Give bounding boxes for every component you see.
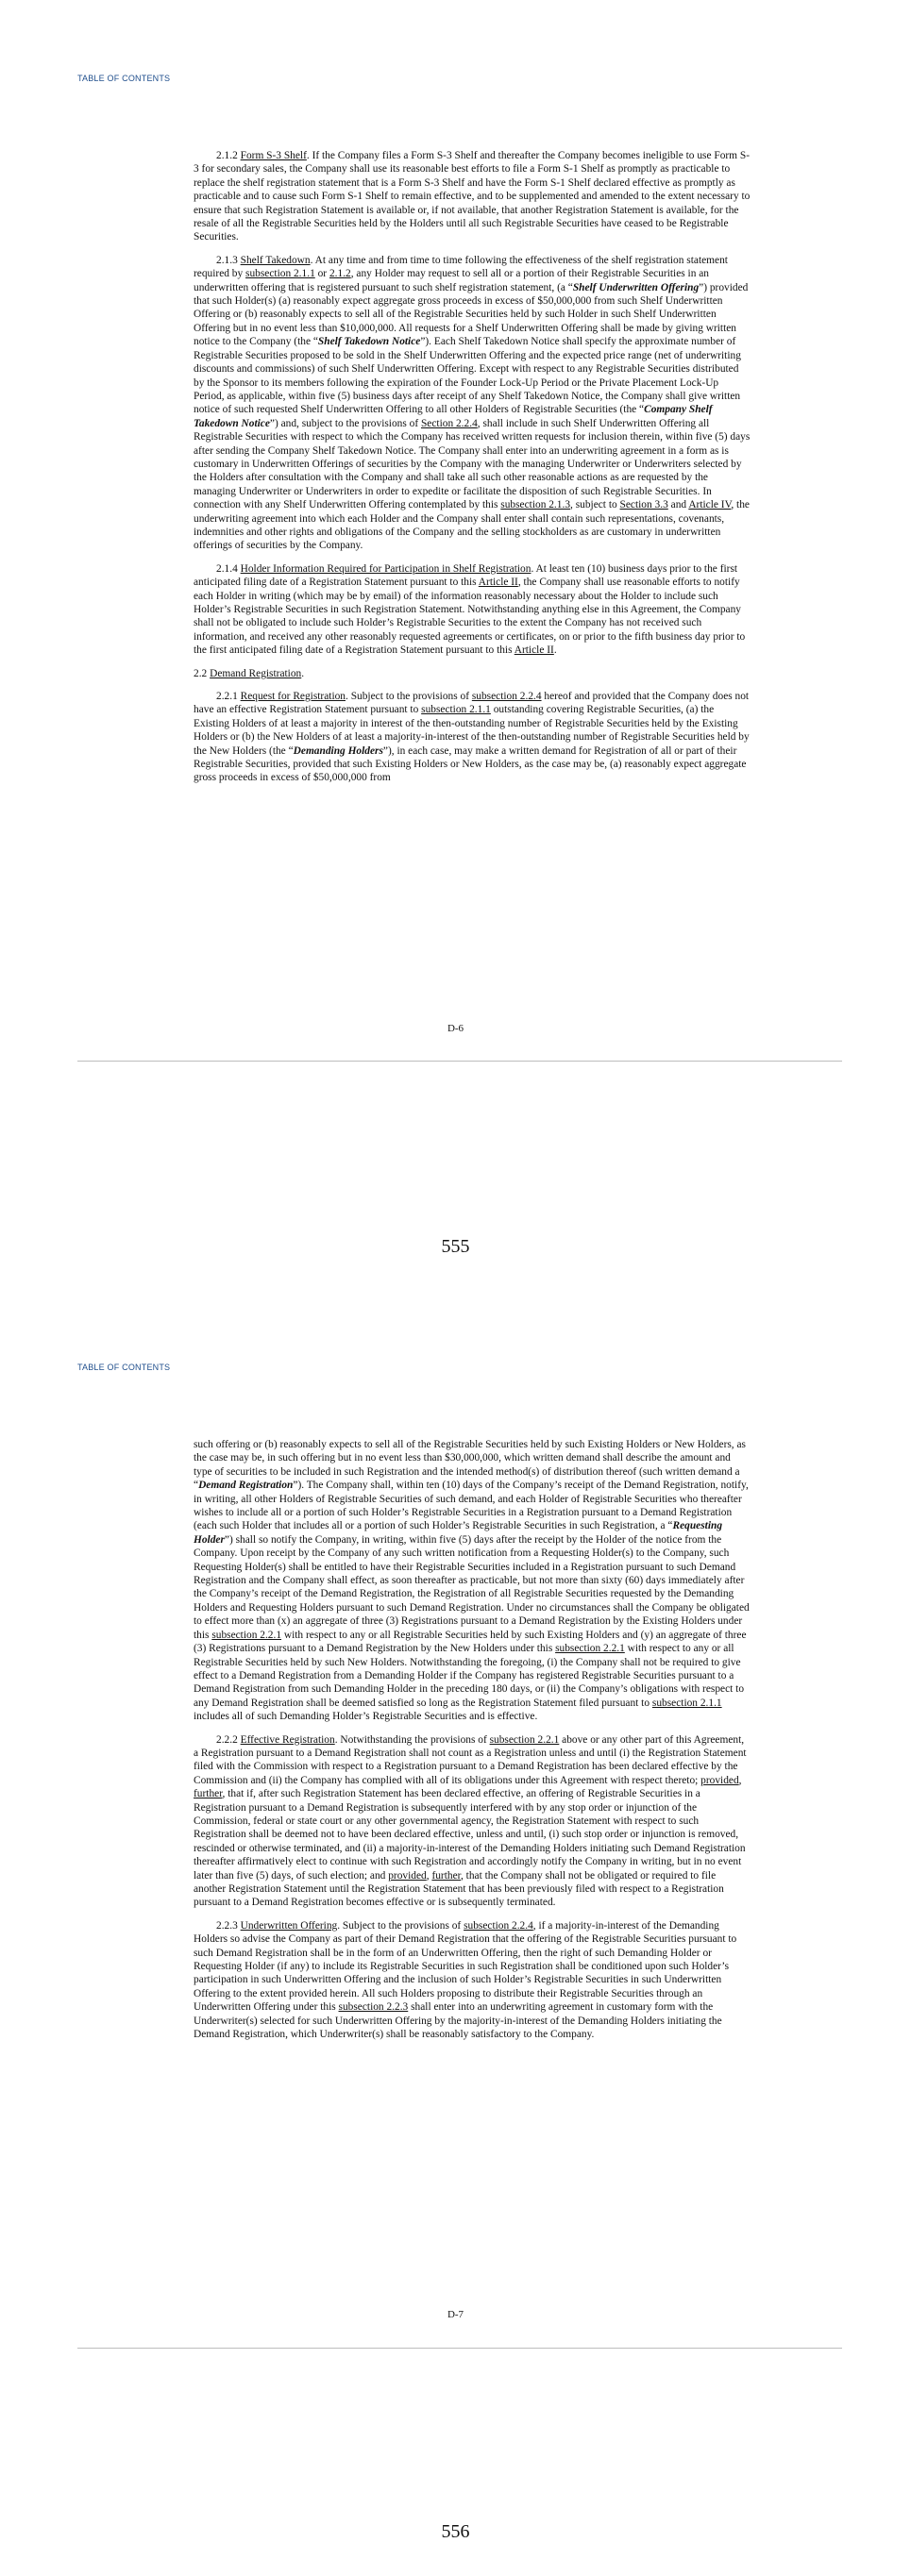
section-text: . At any time and from time to time following the effectiveness of the shelf registration statement required by bbox=[194, 254, 728, 280]
section-text: , bbox=[426, 1869, 432, 1882]
section-2-2-2 bbox=[194, 1733, 751, 1910]
section-heading: Underwritten Offering bbox=[240, 1919, 338, 1932]
proviso-term: provided bbox=[388, 1869, 427, 1882]
cross-reference-link[interactable]: subsection 2.2.1 bbox=[211, 1629, 282, 1641]
section-text: . At least ten (10) business days prior to the first anticipated filing date of a Registration Statement pursuant to this bbox=[194, 562, 738, 589]
section-text: . Subject to the provisions of bbox=[346, 691, 472, 703]
cross-reference-link[interactable]: subsection 2.1.1 bbox=[421, 704, 491, 716]
page-divider bbox=[77, 1061, 842, 1062]
cross-reference-link[interactable]: Article II bbox=[514, 644, 554, 657]
defined-term: Shelf Takedown Notice bbox=[317, 336, 421, 348]
cross-reference-link[interactable]: Section 2.2.4 bbox=[420, 417, 478, 429]
section-number: 2.2 bbox=[194, 667, 208, 679]
page-2-body bbox=[194, 1438, 751, 2050]
section-text: ”), in each case, may make a written demand for Registration of all or part of their Registrable Securities, provided that such Existing Holders or New Holders, as the case may be, (a) reasonably expect aggregate gross proceeds in excess of $50,000,000 from bbox=[194, 744, 747, 784]
cross-reference-link[interactable]: subsection 2.2.1 bbox=[555, 1643, 625, 1655]
proviso-term: further bbox=[431, 1869, 461, 1882]
cross-reference-link[interactable]: Section 3.3 bbox=[619, 499, 668, 511]
section-2-2 bbox=[194, 667, 751, 680]
page-footer: D-7 bbox=[447, 2309, 464, 2320]
section-text: . Subject to the provisions of bbox=[337, 1919, 464, 1932]
defined-term: Company Shelf Takedown Notice bbox=[194, 404, 713, 429]
table-of-contents-link[interactable]: TABLE OF CONTENTS bbox=[77, 74, 171, 83]
cross-reference-link[interactable]: subsection 2.2.4 bbox=[471, 691, 542, 703]
section-text: . bbox=[553, 644, 557, 657]
cross-reference-link[interactable]: subsection 2.1.3 bbox=[500, 499, 571, 511]
section-number: 2.2.1 bbox=[216, 691, 238, 703]
section-number: 2.2.2 bbox=[216, 1733, 238, 1746]
section-text: , shall include in such Shelf Underwritten Offering all Registrable Securities with respect to which the Company has received written requests for inclusion therein, within five (5) days after sending the Company Shelf Takedown Notice. The Company shall enter into an underwriting agreement in a form as is customary in Underwritten Offerings of securities by the Company with the managing Underwriter or Underwriters selected by the Holders after consultation with the Company and shall take all such other reasonable actions as are requested by the managing Underwriter or Underwriters in order to expedite or facilitate the disposition of such Registrable Securities. In connection with any Shelf Underwritten Offering contemplated by this bbox=[194, 417, 751, 511]
defined-term: Requesting Holder bbox=[194, 1520, 723, 1546]
section-heading: Form S-3 Shelf bbox=[240, 150, 307, 161]
section-text: shall enter into an underwriting agreement in customary form with the Underwriter(s) selected for such Underwritten Offering by the majority-in-interest of the Demanding Holders initiating the Demand Registration, which Underwriter(s) shall be reasonably satisfactory to the Company. bbox=[194, 2001, 722, 2041]
proviso-term: provided bbox=[700, 1774, 739, 1786]
page-divider bbox=[77, 2348, 842, 2349]
section-text: ”) provided that such Holder(s) (a) reasonably expect aggregate gross proceeds in excess of $50,000,000 from such Shelf Underwritten Offering or (b) reasonably expects to sell all of the Registrable Securities held by such Holder in such Shelf Underwritten Offering but in no event less than $10,000,000. All requests for a Shelf Underwritten Offering shall be made by giving written notice to the Company (the “ bbox=[194, 281, 749, 348]
section-text: . Notwithstanding the provisions of bbox=[334, 1733, 490, 1746]
section-text: or bbox=[314, 268, 329, 280]
section-text: ”) and, subject to the provisions of bbox=[269, 417, 421, 429]
section-text: , subject to bbox=[570, 499, 620, 511]
section-2-1-3 bbox=[194, 254, 751, 553]
cross-reference-link[interactable]: subsection 2.2.3 bbox=[338, 2001, 409, 2014]
section-text: ”) shall so notify the Company, in writing, within five (5) days after the receipt by the Holder of the notice from the Company. Upon receipt by the Company of any such written notification from a Requesting Holder(s) to the Company, such Requesting Holder(s) shall be entitled to have their Registrable Securities included in a Registration pursuant to such Demand Registration and the Company shall effect, as soon thereafter as practicable, but not more than sixty (60) days immediately after the Company’s receipt of the Demand Registration, the Registration of all Registrable Securities requested by the Demanding Holders and Requesting Holders pursuant to such Demand Registration. Under no circumstances shall the Company be obligated to effect more than (x) an aggregate of three (3) Registrations pursuant to a Demand Registration by the Existing Holders under this bbox=[194, 1533, 750, 1641]
section-text: , the underwriting agreement into which each Holder and the Company shall enter shall contain such representations, covenants, indemnities and other rights and obligations of the Company and the selling stockholders as are customary in underwritten offerings of securities by the Company. bbox=[194, 499, 750, 552]
section-text: , the Company shall use reasonable efforts to notify each Holder in writing (which may be by email) of the information reasonably necessary about the Holder to include such Holder’s Registrable Securities in such Registration Statement. Notwithstanding anything else in this Agreement, the Company shall not be obligated to include such Holder’s Registrable Securities to the extent the Company has not received such information, and received any other reasonably requested agreements or certificates, on or prior to the fifth business day prior to the first anticipated filing date of a Registration Statement pursuant to this bbox=[194, 577, 746, 657]
cross-reference-link[interactable]: Article IV bbox=[688, 499, 732, 511]
cross-reference-link[interactable]: subsection 2.2.1 bbox=[489, 1733, 560, 1746]
section-2-1-2 bbox=[194, 149, 751, 244]
section-number: 2.1.4 bbox=[216, 562, 238, 575]
section-text: includes all of such Demanding Holder’s Registrable Securities and is effective. bbox=[194, 1711, 538, 1723]
section-text: , bbox=[738, 1774, 742, 1786]
section-number: 2.2.3 bbox=[216, 1919, 238, 1932]
section-2-2-1 bbox=[194, 690, 751, 785]
section-text: outstanding covering Registrable Securities, (a) the Existing Holders of at least a majority in interest of the then-outstanding number of Registrable Securities held by the Existing Holders or (b) the New Holders of at least a majority-in-interest of the then-outstanding number of Registrable Securities held by the New Holders (the “ bbox=[194, 704, 750, 757]
section-heading: Holder Information Required for Participation in Shelf Registration bbox=[240, 562, 531, 575]
cross-reference-link[interactable]: subsection 2.1.1 bbox=[245, 268, 315, 280]
cross-reference-link[interactable]: 2.1.2 bbox=[329, 268, 351, 280]
section-text: ”). The Company shall, within ten (10) days of the Company’s receipt of the Demand Registration, notify, in writing, all other Holders of Registrable Securities of such demand, and each Holder of Registrable Securities who thereafter wishes to include all or a portion of such Holder’s Registrable Securities in a Registration pursuant to a Demand Registration (each such Holder that includes all or a portion of such Holder’s Registrable Securities in such Registration, a “ bbox=[194, 1480, 749, 1532]
section-2-2-1-continued bbox=[194, 1438, 751, 1724]
page-number: 556 bbox=[441, 2521, 470, 2542]
proviso-term: further bbox=[194, 1788, 223, 1800]
cross-reference-link[interactable]: Article II bbox=[478, 577, 518, 589]
section-text: such offering or (b) reasonably expects to sell all of the Registrable Securities held by such Existing Holders or New Holders, as the case may be, in such offering but in no event less than $30,000,000, which written demand shall describe the amount and type of securities to be included in such Registration and the intended method(s) of distribution thereof (such written demand a “ bbox=[194, 1439, 746, 1492]
section-number: 2.1.2 bbox=[216, 150, 238, 161]
section-text: , that the Company shall not be obligated or required to file another Registration Statement until the Registration Statement that has been previously filed with respect to a Registration pursuant to a Demand Registration becomes effective or is subsequently terminated. bbox=[194, 1869, 724, 1909]
section-heading: Shelf Takedown bbox=[240, 254, 311, 266]
page-footer: D-6 bbox=[447, 1023, 464, 1034]
page-number: 555 bbox=[441, 1236, 470, 1257]
defined-term: Demand Registration bbox=[198, 1480, 294, 1492]
section-text: . If the Company files a Form S-3 Shelf and thereafter the Company becomes ineligible to use Form S-3 for secondary sales, the Company shall use its reasonable best efforts to file a Form S-1 Shelf as promptly as practicable to replace the shelf registration statement that is a Form S-3 Shelf and have the Form S-1 Shelf declared effective as promptly as practicable and to cause such Form S-1 Shelf to remain effective, and to be supplemented and amended to the extent necessary to ensure that such Registration Statement is available or, if not available, that another Registration Statement is available, for the resale of all the Registrable Securities held by the Holders until all such Registrable Securities have ceased to be Registrable Securities. bbox=[194, 150, 751, 243]
section-2-2-3 bbox=[194, 1919, 751, 2042]
section-2-1-4 bbox=[194, 562, 751, 658]
section-heading: Effective Registration bbox=[240, 1733, 335, 1746]
table-of-contents-link[interactable]: TABLE OF CONTENTS bbox=[77, 1363, 171, 1372]
section-text: with respect to any or all Registrable Securities held by such Existing Holders and (y) an aggregate of three (3) Registrations pursuant to a Demand Registration by the New Holders under this bbox=[194, 1629, 747, 1655]
section-heading: Demand Registration bbox=[210, 667, 302, 679]
page-1-body bbox=[194, 149, 751, 795]
section-text: ”). Each Shelf Takedown Notice shall specify the approximate number of Registrable Securities proposed to be sold in the Shelf Underwritten Offering and the expected price range (net of underwriting discounts and commissions) of such Shelf Underwritten Offering. Except with respect to any Registrable Securities distributed by the Sponsor to its members following the expiration of the Founder Lock-Up Period or the Private Placement Lock-Up Period, as applicable, within five (5) business days after receipt of any Shelf Takedown Notice, the Company shall give written notice of such requested Shelf Underwritten Offering to all other Holders of Registrable Securities (the “ bbox=[194, 336, 741, 416]
section-heading: Request for Registration bbox=[240, 691, 346, 703]
section-text: , that if, after such Registration Statement has been declared effective, an offering of Registrable Securities in a Registration pursuant to a Demand Registration is subsequently interfered with by any stop order or injunction of the Commission, federal or state court or any other governmental agency, the Registration Statement with respect to such Registration shall be deemed not to have been declared effective, unless and until, (i) such stop order or injunction is removed, rescinded or otherwise terminated, and (ii) a majority-in-interest of the Demanding Holders initiating such Demand Registration thereafter affirmatively elect to continue with such Registration and accordingly notify the Company in writing, but in no event later than five (5) days, of such election; and bbox=[194, 1788, 746, 1882]
section-text: with respect to any or all Registrable Securities held by such New Holders. Notwithstanding the foregoing, (i) the Company shall not be required to give effect to a Demand Registration from a Demanding Holder if the Company has registered Registrable Securities pursuant to a Demand Registration from such Demanding Holder in the preceding 180 days, or (ii) the Company’s obligations with respect to any Demand Registration shall be deemed satisfied so long as the Registration Statement filed pursuant to bbox=[194, 1643, 745, 1709]
cross-reference-link[interactable]: subsection 2.2.4 bbox=[464, 1919, 533, 1932]
section-number: 2.1.3 bbox=[216, 254, 238, 266]
section-text: hereof and provided that the Company does not have an effective Registration Statement pursuant to bbox=[194, 691, 750, 716]
defined-term: Shelf Underwritten Offering bbox=[572, 281, 700, 293]
section-text: above or any other part of this Agreement, a Registration pursuant to a Demand Registration shall not count as a Registration unless and until (i) the Registration Statement filed with the Commission with respect to a Registration pursuant to a Demand Registration has been declared effective by the Commission and (ii) the Company has complied with all of its obligations under this Agreement with respect thereto; bbox=[194, 1733, 747, 1786]
section-text: and bbox=[667, 499, 689, 511]
section-text: , any Holder may request to sell all or a portion of their Registrable Securities in an underwritten offering that is registered pursuant to such shelf registration statement, (a “ bbox=[194, 268, 710, 293]
cross-reference-link[interactable]: subsection 2.1.1 bbox=[651, 1697, 722, 1709]
defined-term: Demanding Holders bbox=[293, 744, 383, 757]
section-text: . bbox=[301, 667, 305, 679]
section-text: , if a majority-in-interest of the Demanding Holders so advise the Company as part of their Demand Registration that the offering of the Registrable Securities pursuant to such Demand Registration shall be in the form of an Underwritten Offering, then the right of such Demanding Holder or Requesting Holder (if any) to include its Registrable Securities in such Registration shall be conditioned upon such Holder’s participation in such Underwritten Offering and the inclusion of such Holder’s Registrable Securities in such Underwritten Offering to the extent provided herein. All such Holders proposing to distribute their Registrable Securities through an Underwritten Offering under this bbox=[194, 1919, 737, 2014]
